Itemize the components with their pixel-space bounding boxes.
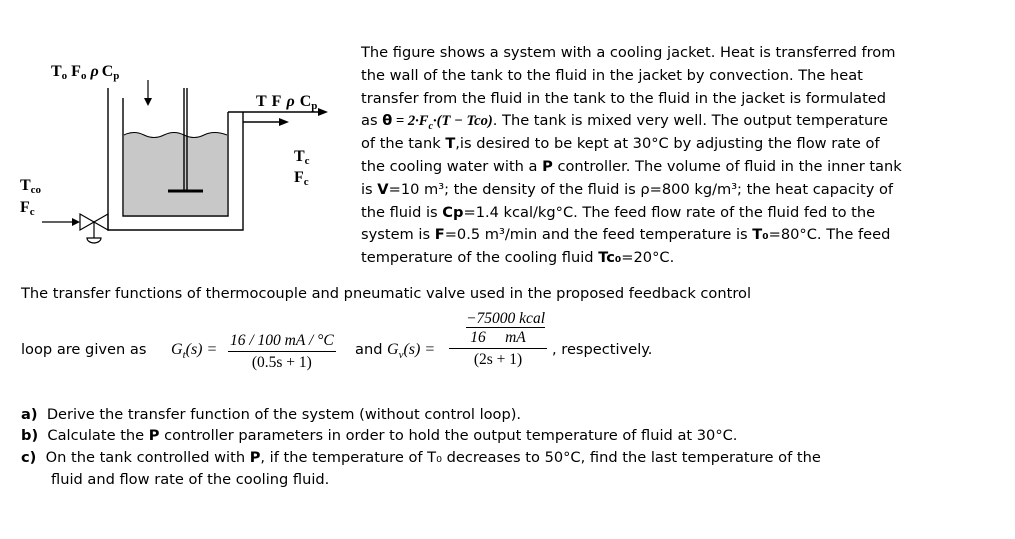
jacket-outlet-temp-label: Tc: [294, 148, 310, 167]
symbol-T: T: [445, 135, 456, 153]
control-valve-right: [94, 214, 108, 230]
gt-fraction-bar: [228, 351, 336, 352]
question-c: [21, 447, 821, 470]
question-c-text-pre: On the tank controlled with: [45, 449, 250, 466]
question-c-continuation: fluid and flow rate of the cooling fluid.: [51, 471, 330, 488]
intro-line-4-pre: as: [361, 112, 383, 130]
tank-liquid: [124, 133, 227, 216]
symbol-Tco: Tc₀: [598, 249, 622, 267]
gv-numerator-bottom: 16 mA: [470, 329, 526, 346]
outlet-arrowhead: [318, 108, 328, 116]
intro-line-10-post: =20°C.: [621, 249, 675, 267]
outlet-label: T F ρ Cp: [256, 93, 318, 112]
intro-line-3: transfer from the fluid in the tank to the fluid in the jacket is formulated: [361, 89, 887, 107]
gv-numerator-top: [449, 309, 547, 328]
intro-line-10-pre: temperature of the cooling fluid: [361, 249, 599, 267]
problem-intro-paragraph: [361, 42, 961, 270]
gv-lhs: [387, 339, 435, 366]
gt-symbol: G: [171, 341, 183, 358]
symbol-F: F: [434, 226, 445, 244]
intro-line-6-pre: the cooling water with a: [361, 157, 543, 175]
and-text: and: [355, 341, 383, 358]
jacket-inlet-flow-label: Fc: [20, 199, 35, 218]
jacket-outlet-arrowhead: [279, 118, 289, 126]
control-valve-left: [80, 214, 94, 230]
heat-equation: = 2·F: [392, 113, 429, 130]
inlet-label: To Fo ρ Cp: [51, 63, 120, 82]
gv-numerator-top-text: −75000 kcal: [466, 310, 545, 327]
intro-line-4: [361, 110, 961, 133]
question-b-label: b): [21, 427, 39, 444]
question-b-text-post: controller parameters in order to hold the output temperature of fluid at 30°C.: [159, 427, 738, 444]
intro-line-6-post: controller. The volume of fluid in the inner tank: [552, 157, 902, 175]
gv-sub: v: [398, 349, 404, 362]
intro-line-5-pre: of the tank: [361, 135, 446, 153]
gt-sub: t: [182, 349, 186, 362]
intro-line-6: [361, 156, 961, 179]
loop-text: loop are given as: [21, 341, 147, 358]
intro-line-4-post: . The tank is mixed very well. The output temperature: [492, 112, 888, 130]
gt-arg: (s) =: [185, 341, 218, 358]
intro-line-9-mid: =0.5 m³/min and the feed temperature is: [444, 226, 753, 244]
intro-line-7-post: =10 m³; the density of the fluid is ρ=800 kg/m³; the heat capacity of: [388, 180, 894, 198]
intro-line-7: [361, 179, 961, 202]
intro-line-8-pre: the fluid is: [361, 203, 443, 221]
transfer-functions-line-1: The transfer functions of thermocouple and pneumatic valve used in the proposed feedback control: [21, 285, 751, 302]
intro-line-8: [361, 202, 961, 225]
symbol-To: T₀: [752, 226, 769, 244]
jacket-inlet-arrowhead: [72, 218, 80, 226]
gv-denominator: (2s + 1): [473, 351, 523, 368]
respectively-text: , respectively.: [552, 341, 653, 358]
question-c-label: c): [21, 449, 37, 466]
question-c-text-post: , if the temperature of T₀ decreases to 50°C, find the last temperature of the: [260, 449, 821, 466]
intro-line-5-post: ,is desired to be kept at 30°C by adjusting the flow rate of: [455, 135, 880, 153]
question-b-text-pre: Calculate the: [47, 427, 149, 444]
intro-line-9-pre: system is: [361, 226, 435, 244]
question-a: [21, 404, 521, 427]
question-b-bold: P: [148, 427, 160, 444]
gt-denominator: (0.5s + 1): [251, 354, 312, 371]
question-c-bold: P: [249, 449, 261, 466]
intro-line-5: [361, 133, 961, 156]
symbol-V: V: [377, 180, 389, 198]
intro-line-7-pre: is: [361, 180, 378, 198]
question-a-label: a): [21, 406, 38, 423]
jacket-inlet-temp-label: Tco: [20, 177, 42, 196]
heat-symbol: θ: [382, 112, 393, 130]
question-a-text: Derive the transfer function of the system (without control loop).: [46, 406, 522, 423]
intro-line-9-post: =80°C. The feed: [768, 226, 891, 244]
intro-line-8-post: =1.4 kcal/kg°C. The feed flow rate of the fluid fed to the: [463, 203, 876, 221]
intro-line-9: [361, 224, 961, 247]
question-b: [21, 425, 737, 448]
diagram-svg: [0, 40, 360, 265]
gv-fraction-bar: [449, 348, 547, 349]
inlet-arrowhead: [144, 98, 152, 106]
gt-fraction: [228, 331, 336, 372]
gv-arg: (s) =: [403, 341, 436, 358]
gt-numerator: 16 / 100 mA / °C: [230, 332, 334, 349]
intro-line-10: [361, 247, 961, 270]
valve-actuator: [87, 238, 101, 243]
intro-line-1: The figure shows a system with a cooling jacket. Heat is transferred from: [361, 44, 896, 61]
gv-symbol: G: [387, 341, 399, 358]
symbol-P: P: [542, 157, 553, 175]
heat-equation-paren: ·(T − Tco): [432, 113, 493, 130]
heat-equation-sub: c: [428, 121, 433, 133]
symbol-Cp: Cp: [442, 203, 464, 221]
cooling-jacket-tank-diagram: [0, 40, 360, 265]
gv-fraction: [449, 309, 547, 369]
intro-line-2: the wall of the tank to the fluid in the jacket by convection. The heat: [361, 66, 863, 84]
gt-lhs: [171, 339, 217, 366]
jacket-outlet-flow-label: Fc: [294, 169, 309, 188]
